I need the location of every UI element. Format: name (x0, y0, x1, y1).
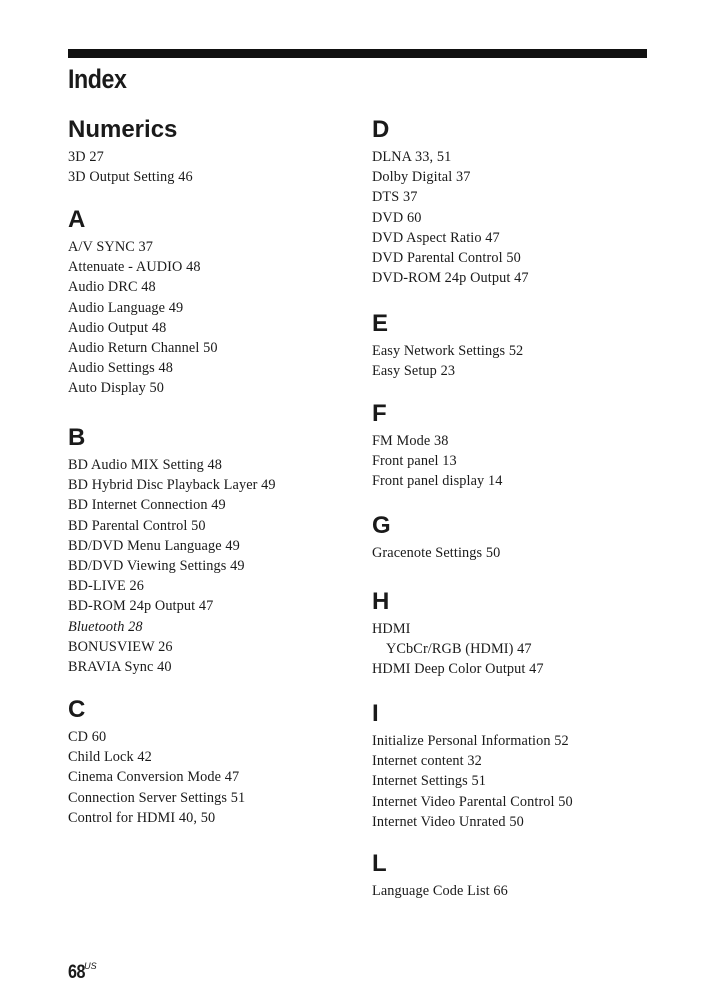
index-entry: Attenuate - AUDIO 48 (68, 259, 201, 276)
index-section-b (68, 424, 276, 677)
index-entry: Initialize Personal Information 52 (372, 733, 569, 749)
index-entry: Internet Video Parental Control 50 (372, 793, 573, 810)
index-entry: Auto Display 50 (68, 380, 165, 397)
index-entry: Language Code List 66 (372, 883, 508, 899)
index-entry: Internet content 32 (372, 753, 482, 770)
index-entry: CD 60 (68, 729, 107, 745)
index-entry: BD-ROM 24p Output 47 (68, 598, 214, 615)
index-entry: Gracenote Settings 50 (372, 545, 501, 561)
page-footer (68, 962, 101, 984)
index-entry: Audio Return Channel 50 (68, 339, 218, 356)
index-entry: Audio DRC 48 (68, 279, 156, 296)
index-entry: HDMI (372, 621, 411, 637)
index-section-f (372, 400, 502, 492)
index-entry: A/V SYNC 37 (68, 239, 154, 255)
index-entry: HDMI Deep Color Output 47 (372, 661, 544, 678)
index-entry: BD Internet Connection 49 (68, 497, 226, 514)
index-entry: Child Lock 42 (68, 749, 152, 766)
section-heading: L (372, 850, 387, 877)
index-entry: BD/DVD Viewing Settings 49 (68, 557, 245, 574)
section-heading: H (372, 588, 390, 615)
index-entry: Cinema Conversion Mode 47 (68, 769, 240, 786)
index-entry: Control for HDMI 40, 50 (68, 809, 216, 826)
index-entry: Easy Setup 23 (372, 363, 456, 380)
index-entry: DVD-ROM 24p Output 47 (372, 270, 529, 287)
index-entry: FM Mode 38 (372, 433, 449, 449)
section-heading: E (372, 310, 389, 337)
index-entry: DLNA 33, 51 (372, 149, 452, 165)
index-entry: Audio Language 49 (68, 299, 184, 316)
section-heading: C (68, 696, 86, 723)
index-entry: 3D 27 (68, 149, 104, 165)
index-entry: Connection Server Settings 51 (68, 789, 246, 806)
section-heading: B (68, 424, 86, 451)
section-heading: Numerics (68, 116, 178, 143)
index-section-a (68, 206, 218, 399)
index-entry: Dolby Digital 37 (372, 169, 471, 186)
index-entry: BD-LIVE 26 (68, 578, 145, 595)
index-entry: BONUSVIEW 26 (68, 638, 173, 655)
index-section-l (372, 850, 508, 901)
page-region-suffix: US (84, 961, 97, 971)
index-section-h (372, 588, 544, 680)
index-entry: Audio Output 48 (68, 319, 167, 336)
index-entry: Easy Network Settings 52 (372, 343, 524, 359)
page-number: 68 (68, 962, 86, 983)
index-section-c (68, 696, 245, 828)
index-entry: DVD Aspect Ratio 47 (372, 229, 500, 246)
index-section-g (372, 512, 500, 563)
index-entry: DVD Parental Control 50 (372, 249, 521, 266)
index-section-i (372, 700, 573, 832)
index-subentry: YCbCr/RGB (HDMI) 47 (386, 641, 532, 658)
page-title: Index (68, 64, 127, 94)
section-heading: I (372, 700, 379, 727)
top-rule (68, 49, 647, 58)
index-section-e (372, 310, 523, 381)
index-entry: BRAVIA Sync 40 (68, 658, 172, 675)
index-entry: Front panel 13 (372, 453, 457, 470)
section-heading: G (372, 512, 391, 539)
index-entry: Internet Video Unrated 50 (372, 813, 524, 830)
section-heading: A (68, 206, 86, 233)
index-entry: Internet Settings 51 (372, 773, 486, 790)
index-entry: BD/DVD Menu Language 49 (68, 537, 240, 554)
index-entry: DVD 60 (372, 209, 422, 226)
index-entry: Audio Settings 48 (68, 360, 173, 377)
section-heading: F (372, 400, 387, 427)
section-heading: D (372, 116, 390, 143)
index-section-numerics (68, 116, 193, 187)
index-entry: Front panel display 14 (372, 473, 503, 490)
index-section-d (372, 116, 529, 288)
index-entry: Bluetooth 28 (68, 618, 143, 635)
index-entry: DTS 37 (372, 189, 418, 206)
index-entry: BD Audio MIX Setting 48 (68, 457, 223, 473)
index-entry: BD Hybrid Disc Playback Layer 49 (68, 477, 276, 494)
index-entry: BD Parental Control 50 (68, 517, 206, 534)
index-entry: 3D Output Setting 46 (68, 169, 193, 186)
